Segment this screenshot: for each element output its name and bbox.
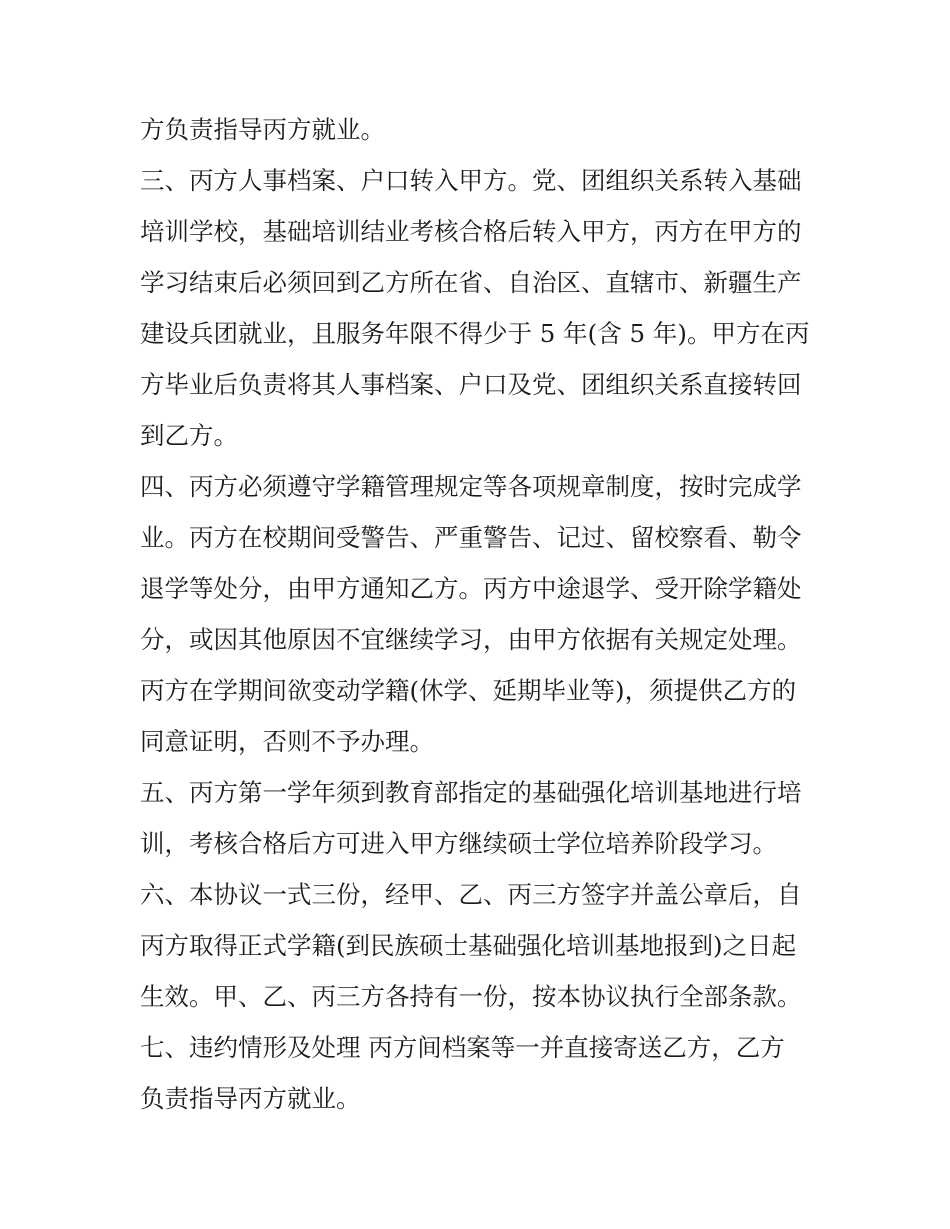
text-line: 同意证明，否则不予办理。 bbox=[140, 727, 434, 756]
text-line: 到乙方。 bbox=[140, 421, 238, 450]
text-line: 退学等处分，由甲方通知乙方。丙方中途退学、受开除学籍处 bbox=[140, 574, 802, 603]
text-line: 五、丙方第一学年须到教育部指定的基础强化培训基地进行培 bbox=[140, 778, 802, 807]
text-line: 培训学校，基础培训结业考核合格后转入甲方，丙方在甲方的 bbox=[140, 217, 802, 246]
text-line: 丙方在学期间欲变动学籍(休学、延期毕业等)，须提供乙方的 bbox=[140, 676, 797, 705]
text-line: 业。丙方在校期间受警告、严重警告、记过、留校察看、勒令 bbox=[140, 523, 802, 552]
text-line: 生效。甲、乙、丙三方各持有一份，按本协议执行全部条款。 bbox=[140, 982, 802, 1011]
text-line: 三、丙方人事档案、户口转入甲方。党、团组织关系转入基础 bbox=[140, 166, 802, 195]
text-line: 六、本协议一式三份，经甲、乙、丙三方签字并盖公章后，自 bbox=[140, 880, 802, 909]
text-line: 学习结束后必须回到乙方所在省、自治区、直辖市、新疆生产 bbox=[140, 268, 802, 297]
text-line: 训，考核合格后方可进入甲方继续硕士学位培养阶段学习。 bbox=[140, 829, 777, 858]
text-line: 七、违约情形及处理 丙方间档案等一并直接寄送乙方，乙方 bbox=[140, 1033, 785, 1062]
text-line: 负责指导丙方就业。 bbox=[140, 1084, 361, 1113]
text-line: 分，或因其他原因不宜继续学习，由甲方依据有关规定处理。 bbox=[140, 625, 802, 654]
text-line: 四、丙方必须遵守学籍管理规定等各项规章制度，按时完成学 bbox=[140, 472, 802, 501]
text-line: 方负责指导丙方就业。 bbox=[140, 115, 385, 144]
text-line: 方毕业后负责将其人事档案、户口及党、团组织关系直接转回 bbox=[140, 370, 802, 399]
text-line: 建设兵团就业，且服务年限不得少于 5 年(含 5 年)。甲方在丙 bbox=[140, 319, 810, 348]
document-body bbox=[140, 104, 820, 1124]
text-line: 丙方取得正式学籍(到民族硕士基础强化培训基地报到)之日起 bbox=[140, 931, 797, 960]
